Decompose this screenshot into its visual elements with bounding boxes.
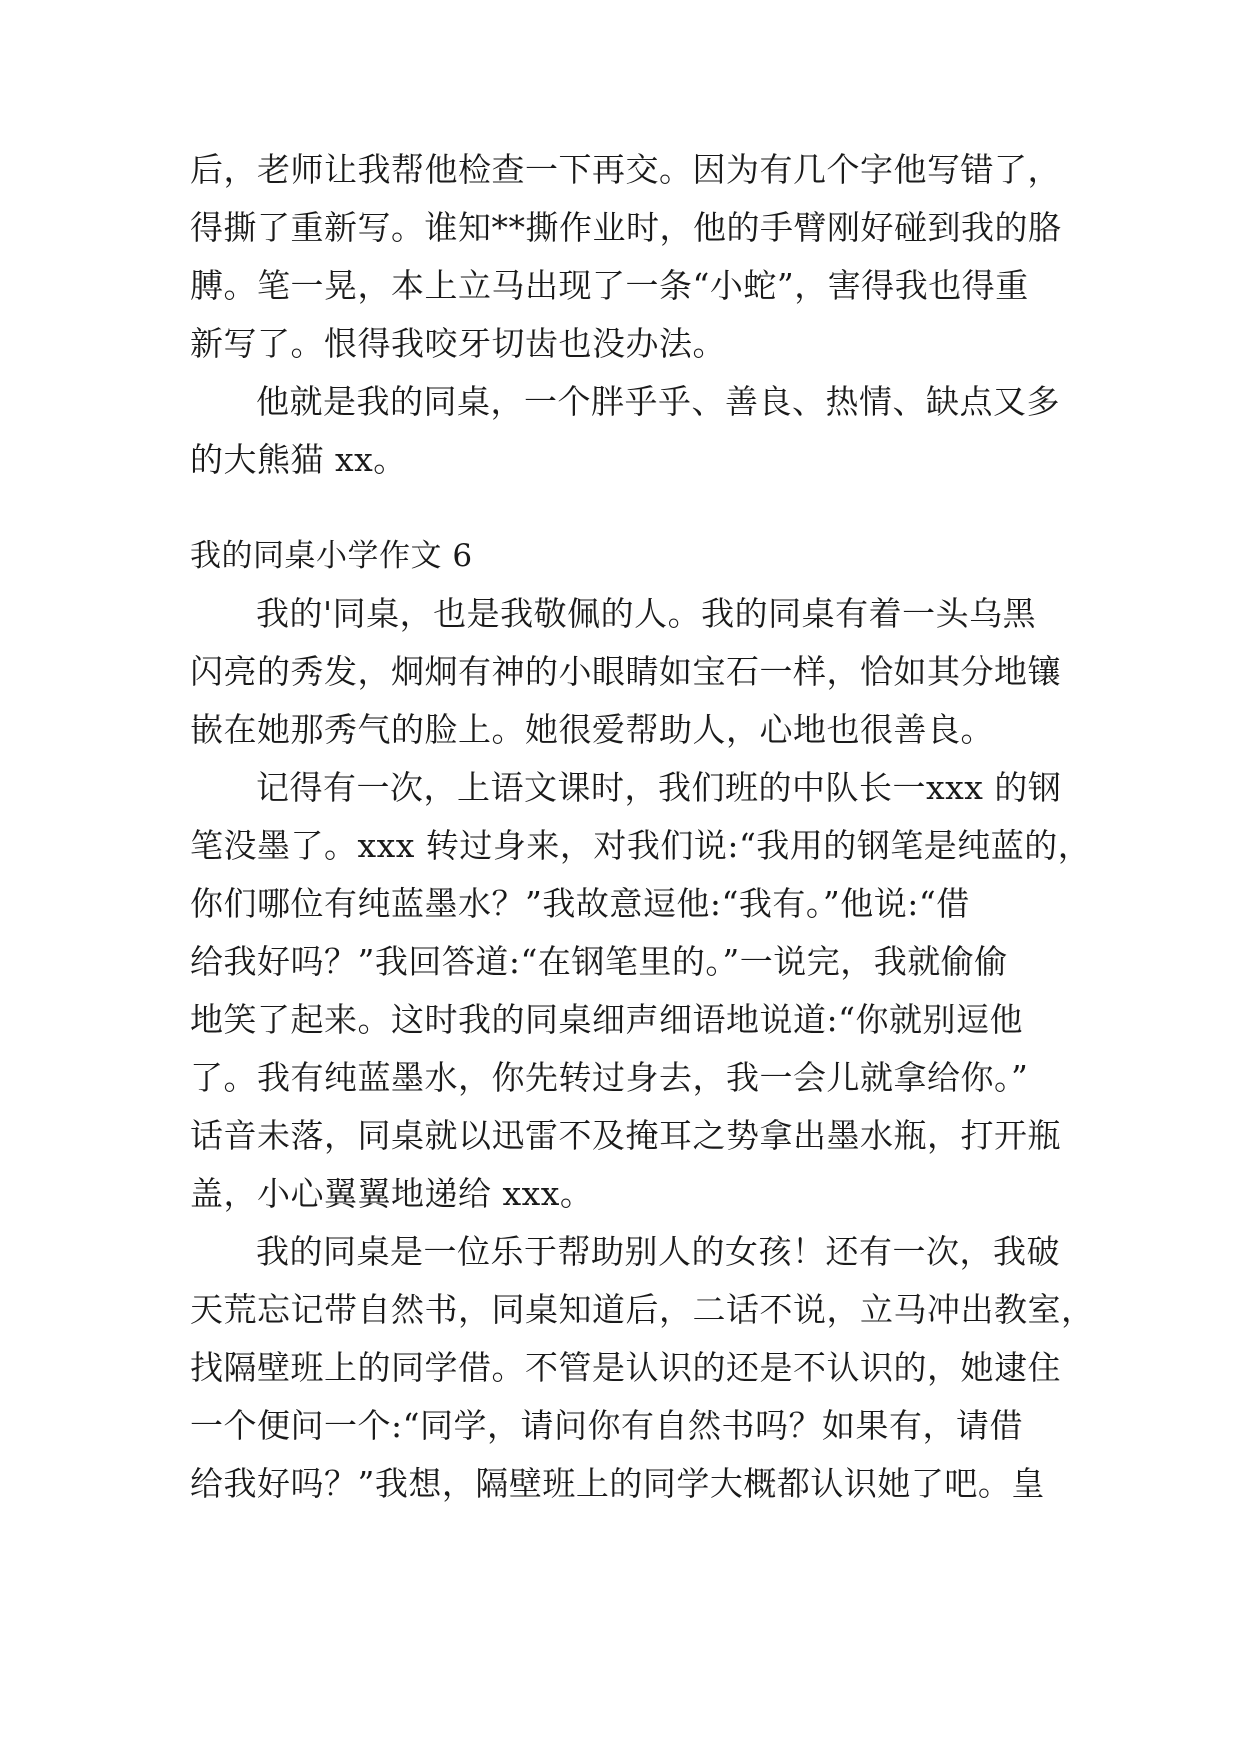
paragraph-line: 的大熊猫 xx。 — [190, 440, 407, 479]
paragraph-line: 新写了。恨得我咬牙切齿也没办法。 — [190, 324, 726, 363]
paragraph-line: 笔没墨了。xxx 转过身来，对我们说:“我用的钢笔是纯蓝的， — [190, 826, 1092, 865]
paragraph-line: 地笑了起来。这时我的同桌细声细语地说道:“你就别逗他 — [190, 1000, 1023, 1039]
paragraph-line: 给我好吗？”我想，隔壁班上的同学大概都认识她了吧。皇 — [190, 1464, 1045, 1503]
paragraph-line: 膊。笔一晃，本上立马出现了一条“小蛇”，害得我也得重 — [190, 266, 1029, 305]
paragraph-line: 嵌在她那秀气的脸上。她很爱帮助人，心地也很善良。 — [190, 710, 994, 749]
paragraph-line: 一个便问一个:“同学，请问你有自然书吗？如果有，请借 — [190, 1406, 1023, 1445]
paragraph-line: 他就是我的同桌，一个胖乎乎、善良、热情、缺点又多 — [256, 382, 1060, 421]
paragraph-line: 了。我有纯蓝墨水，你先转过身去，我一会儿就拿给你。” — [190, 1058, 1029, 1097]
paragraph-line: 盖，小心翼翼地递给 xxx。 — [190, 1174, 594, 1213]
paragraph-line: 我的'同桌，也是我敬佩的人。我的同桌有着一头乌黑 — [256, 594, 1037, 633]
paragraph-line: 记得有一次，上语文课时，我们班的中队长一xxx 的钢 — [256, 768, 1062, 807]
paragraph-line: 得撕了重新写。谁知**撕作业时，他的手臂刚好碰到我的胳 — [190, 208, 1062, 247]
paragraph-line: 你们哪位有纯蓝墨水？”我故意逗他:“我有。”他说:“借 — [190, 884, 970, 923]
paragraph-line: 天荒忘记带自然书，同桌知道后，二话不说，立马冲出教室， — [190, 1290, 1095, 1329]
paragraph-line: 闪亮的秀发，炯炯有神的小眼睛如宝石一样，恰如其分地镶 — [190, 652, 1061, 691]
paragraph-line: 我的同桌是一位乐于帮助别人的女孩！还有一次，我破 — [256, 1232, 1060, 1271]
paragraph-line: 找隔壁班上的同学借。不管是认识的还是不认识的，她逮住 — [190, 1348, 1061, 1387]
section-heading: 我的同桌小学作文 6 — [190, 538, 473, 574]
paragraph-line: 给我好吗？”我回答道:“在钢笔里的。”一说完，我就偷偷 — [190, 942, 1008, 981]
paragraph-line: 话音未落，同桌就以迅雷不及掩耳之势拿出墨水瓶，打开瓶 — [190, 1116, 1061, 1155]
paragraph-line: 后，老师让我帮他检查一下再交。因为有几个字他写错了， — [190, 150, 1061, 189]
